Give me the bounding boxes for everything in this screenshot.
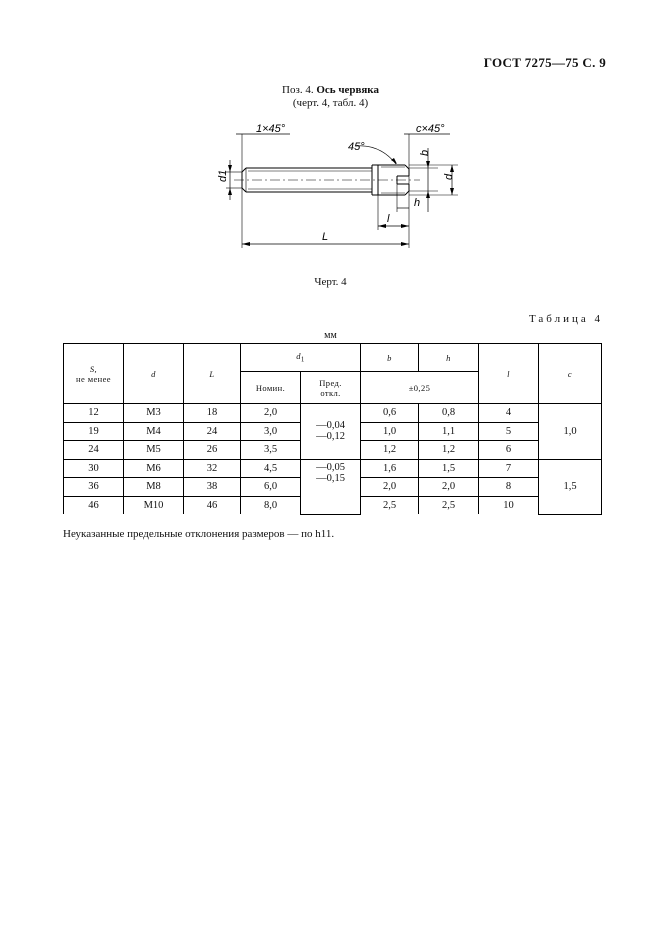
table-row: 36 M8 38 6,0 2,0 2,0 8 <box>64 478 602 497</box>
header-tolerance: ±0,25 <box>361 372 479 404</box>
table-row: 30 M6 32 4,5 —0,05 —0,15 1,6 1,5 7 1,5 <box>64 459 602 478</box>
header-d1: $d_1$ <box>241 344 361 372</box>
l-label: l <box>387 213 390 225</box>
part-position: Поз. 4. <box>282 84 314 96</box>
header-d: d <box>124 344 184 404</box>
table-row: 12 M3 18 2,0 —0,04 —0,12 0,6 0,8 4 1,0 <box>64 404 602 423</box>
table-row: 19 M4 24 3,0 1,0 1,1 5 <box>64 422 602 441</box>
figure-caption: Черт. 4 <box>314 276 347 288</box>
header-L: L <box>184 344 241 404</box>
h-label: h <box>414 197 421 209</box>
chamfer-right-label: c×45° <box>416 123 445 135</box>
header-l: l <box>479 344 539 404</box>
d-label: d <box>443 173 455 180</box>
header-b: b <box>361 344 419 372</box>
header-s: S, не менее <box>64 344 124 404</box>
chamfer-left-label: 1×45° <box>256 123 286 135</box>
header-h: h <box>419 344 479 372</box>
footnote: Неуказанные предельные отклонения размеров — по h11. <box>63 528 335 540</box>
deviation-group-2: —0,05 —0,15 <box>301 459 361 514</box>
dimensions-table <box>63 343 602 515</box>
header-c: c <box>539 344 602 404</box>
angle-label: 45° <box>348 141 365 153</box>
c-group-1: 1,0 <box>539 404 602 460</box>
part-reference: (черт. 4, табл. 4) <box>292 97 369 109</box>
deviation-group-1: —0,04 —0,12 <box>301 404 361 460</box>
table-caption: Таблица 4 <box>528 313 603 325</box>
technical-drawing <box>0 120 661 270</box>
table-row: 46 M10 46 8,0 2,5 2,5 10 <box>64 496 602 514</box>
part-name: Ось червяка <box>316 84 379 96</box>
b-label: b <box>419 149 431 156</box>
part-title <box>0 84 661 110</box>
c-group-2: 1,5 <box>539 459 602 514</box>
document-header: ГОСТ 7275—75 С. 9 <box>483 55 606 70</box>
header-deviation: Пред. откл. <box>301 372 361 404</box>
d1-label: d1 <box>217 169 229 182</box>
units-label: мм <box>324 330 337 341</box>
L-label: L <box>322 231 329 243</box>
table-row: 24 M5 26 3,5 1,2 1,2 6 <box>64 441 602 460</box>
header-nominal: Номин. <box>241 372 301 404</box>
